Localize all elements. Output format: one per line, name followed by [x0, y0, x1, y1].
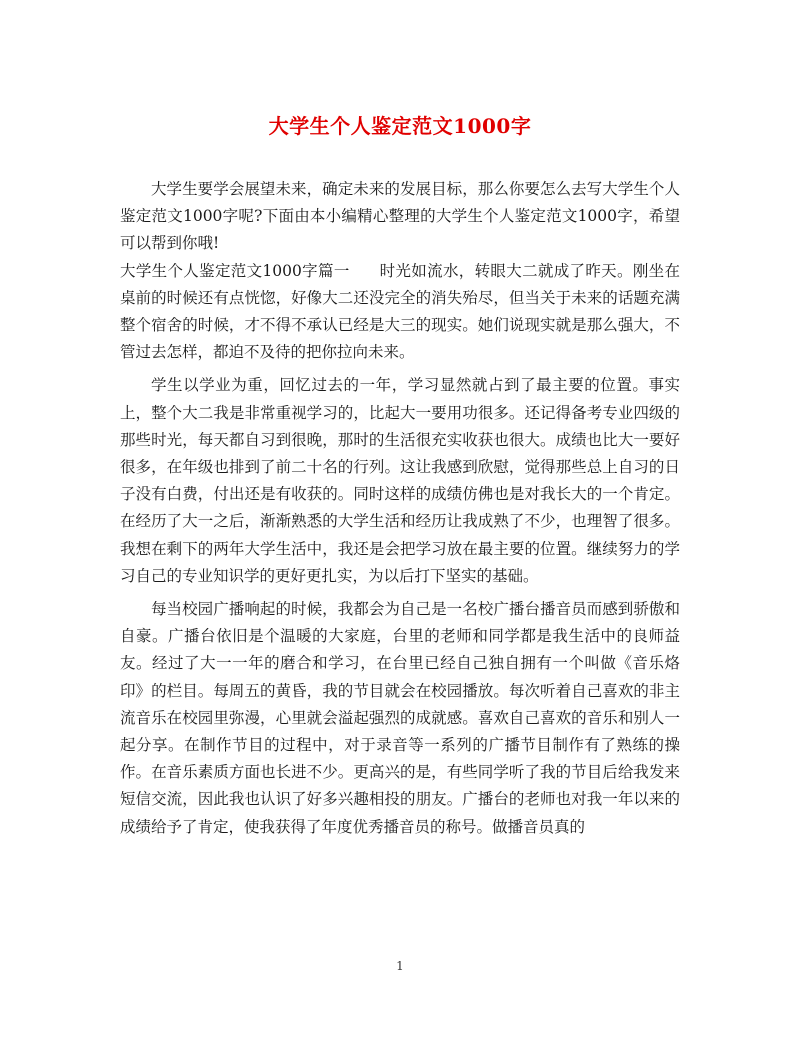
page-number: 1 — [396, 959, 404, 973]
body-paragraph-2: 学生以学业为重，回忆过去的一年，学习显然就占到了最主要的位置。事实上，整个大二我是非常重视学习的，比起大一要用功很多。还记得备考专业四级的那些时光，每天都自习到很晚，那时的生活很充实收获也很大。成绩也比大一要好很多，在年级也排到了前二十名的行列。这让我感到欣慰，觉得那些总上自习的日子没有白费，付出还是有收获的。同时这样的成绩仿佛也是对我长大的一个肯定。在经历了大一之后，渐渐熟悉的大学生活和经历让我成熟了不少，也理智了很多。我想在剩下的两年大学生活中，我还是会把学习放在最主要的位置。继续努力的学习自己的专业知识学的更好更扎实，为以后打下坚实的基础。 — [120, 376, 680, 585]
body-paragraph-3: 每当校园广播响起的时候，我都会为自己是一名校广播台播音员而感到骄傲和自豪。广播台依旧是个温暖的大家庭，台里的老师和同学都是我生活中的良师益友。经过了大一一年的磨合和学习，在台里已经自己独自拥有一个叫做《音乐烙印》的栏目。每周五的黄昏，我的节目就会在校园播放。每次听着自己喜欢的非主流音乐在校园里弥漫，心里就会溢起强烈的成就感。喜欢自己喜欢的音乐和别人一起分享。在制作节目的过程中，对于录音等一系列的广播节目制作有了熟练的操作。在音乐素质方面也长进不少。更高兴的是，有些同学听了我的节目后给我发来短信交流，因此我也认识了好多兴趣相投的朋友。广播台的老师也对我一年以来的成绩给予了肯定，使我获得了年度优秀播音员的称号。做播音员真的 — [120, 600, 680, 836]
section-text: 时光如流水，转眼大二就成了昨天。刚坐在桌前的时候还有点恍惚，好像大二还没完全的消失殆尽，但当关于未来的话题充满整个宿舍的时候，才不得不承认已经是大三的现实。她们说现实就是那么强大，不管过去怎样，都迫不及待的把你拉向未来。 — [120, 261, 680, 362]
intro-paragraph: 大学生要学会展望未来，确定未来的发展目标，那么你要怎么去写大学生个人鉴定范文1000字呢?下面由本小编精心整理的大学生个人鉴定范文1000字，希望可以帮到你哦! — [120, 180, 680, 253]
document-title: 大学生个人鉴定范文1000字 — [268, 114, 532, 138]
document-body — [120, 176, 680, 841]
section-paragraph — [120, 258, 680, 367]
section-heading: 大学生个人鉴定范文1000字篇一 — [120, 261, 350, 280]
